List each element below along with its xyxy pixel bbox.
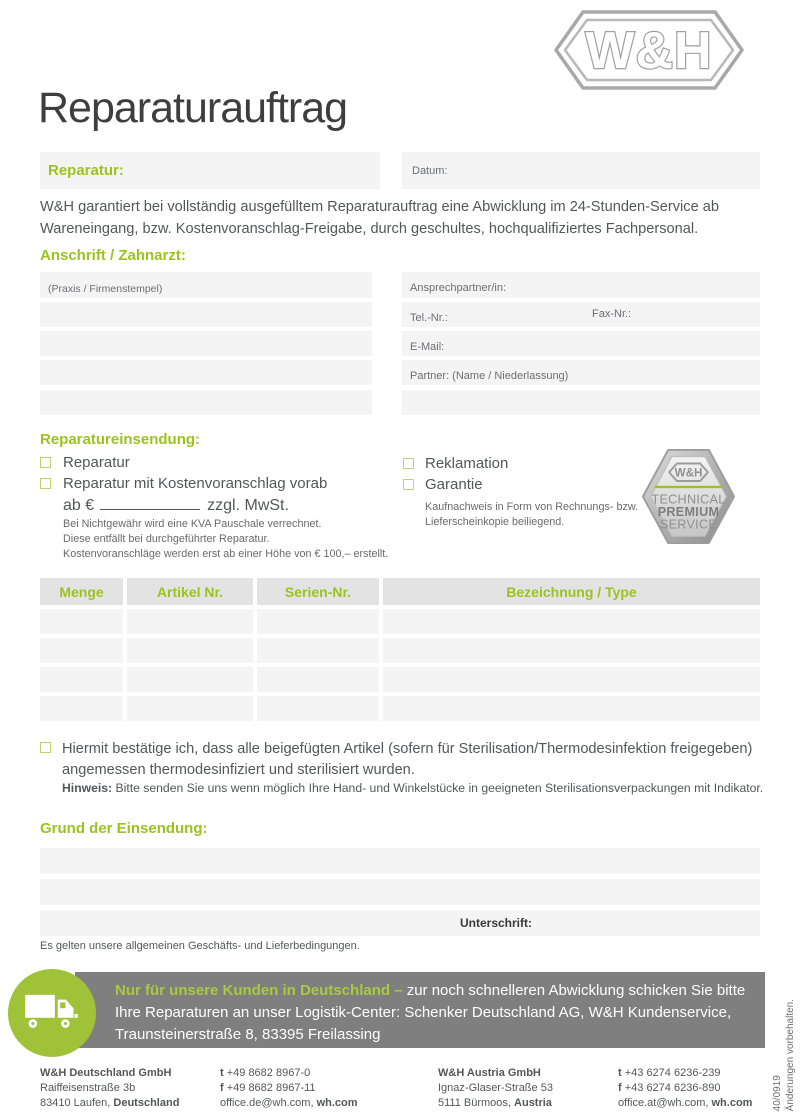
table-cell[interactable] — [40, 609, 123, 634]
address-heading: Anschrift / Zahnarzt: — [40, 247, 186, 264]
footer-de-fax: f +49 8682 8967-11 — [220, 1082, 316, 1095]
table-cell[interactable] — [383, 638, 760, 663]
garantie-option-label: Garantie — [425, 476, 483, 493]
table-header-artikel-nr: Artikel Nr. — [127, 578, 253, 605]
sterilisation-hint — [62, 781, 772, 795]
kva-note-3: Kostenvoranschläge werden erst ab einer Höhe von € 100,– erstellt. — [63, 548, 389, 560]
amount-input-line[interactable] — [100, 495, 200, 510]
table-cell[interactable] — [257, 696, 379, 721]
date-field[interactable] — [402, 152, 760, 189]
stamp-field-row-3[interactable] — [40, 331, 372, 356]
badge-line-technical: TECHNICAL — [651, 492, 726, 507]
table-cell[interactable] — [257, 638, 379, 663]
banner-highlight: Nur für unsere Kunden in Deutschland – — [115, 982, 407, 999]
banner-line-2: Ihre Reparaturen an unser Logistik-Center: Schenker Deutschland AG, W&H Kundenservice, — [115, 1004, 732, 1021]
intro-line-1: W&H garantiert bei vollständig ausgefülltem Reparaturauftrag eine Abwicklung im 24-Stunden-Service ab — [40, 199, 719, 215]
footer-de-contact — [220, 1066, 358, 1112]
table-cell[interactable] — [127, 696, 253, 721]
kva-option-label: Reparatur mit Kostenvoranschlag vorab — [63, 475, 328, 492]
partner-label: Partner: (Name / Niederlassung) — [410, 370, 569, 382]
footer-at-contact — [618, 1066, 752, 1112]
reason-field-row-1[interactable] — [40, 848, 760, 874]
signature-field-row[interactable] — [40, 910, 760, 936]
repair-checkbox[interactable] — [40, 457, 51, 468]
reason-heading: Grund der Einsendung: — [40, 820, 208, 837]
date-field-label: Datum: — [412, 165, 448, 177]
email-field[interactable] — [402, 331, 760, 356]
hint-text: Bitte senden Sie uns wenn möglich Ihre Hand- und Winkelstücke in geeigneten Sterilisationsverpackungen mit Indikator. — [112, 781, 764, 795]
table-cell[interactable] — [127, 609, 253, 634]
sterilisation-confirmation-text — [62, 739, 762, 780]
amount-prefix: ab € — [63, 497, 95, 514]
banner-line-3: Traunsteinerstraße 8, 83395 Freilassing — [115, 1026, 381, 1043]
repair-option-label: Reparatur — [63, 454, 130, 471]
stamp-field-row-1[interactable] — [40, 272, 372, 298]
sterilisation-checkbox[interactable] — [40, 742, 51, 753]
email-label: E-Mail: — [410, 341, 445, 353]
badge-line-service: SERVICE — [659, 517, 718, 532]
banner-line-1-rest: zur noch schnelleren Abwicklung schicken Sie bitte — [406, 982, 746, 999]
table-cell[interactable] — [40, 667, 123, 692]
reklamation-checkbox[interactable] — [403, 458, 414, 469]
stamp-field-row-4[interactable] — [40, 360, 372, 385]
footer-de-name: W&H Deutschland GmbH — [40, 1067, 172, 1079]
technical-premium-service-badge — [640, 447, 737, 546]
badge-green-line — [655, 486, 723, 488]
stamp-label: (Praxis / Firmenstempel) — [48, 283, 163, 295]
table-cell[interactable] — [127, 667, 253, 692]
reason-field-row-2[interactable] — [40, 879, 760, 905]
footer-at-address — [438, 1066, 553, 1112]
garantie-checkbox[interactable] — [403, 479, 414, 490]
banner-line-1 — [115, 980, 765, 1002]
stamp-field-row-5[interactable] — [40, 390, 372, 415]
repair-number-field[interactable] — [40, 152, 380, 189]
footer-de-address — [40, 1066, 179, 1112]
kva-note-2: Diese entfällt bei durchgeführter Reparatur. — [63, 533, 270, 545]
truck-badge-circle — [8, 969, 96, 1057]
terms-note: Es gelten unsere allgemeinen Geschäfts- und Lieferbedingungen. — [40, 940, 360, 952]
changes-reserved-note: Änderungen vorbehalten. — [785, 998, 796, 1111]
table-cell[interactable] — [40, 696, 123, 721]
tel-label: Tel.-Nr.: — [410, 312, 448, 324]
kva-note-1: Bei Nichtgewähr wird eine KVA Pauschale verrechnet. — [63, 518, 322, 530]
footer-de-phone: t +49 8682 8967-0 — [220, 1067, 311, 1079]
sending-heading: Reparatureinsendung: — [40, 431, 201, 448]
footer-de-email[interactable]: office.de@wh.com, wh.com — [220, 1097, 358, 1110]
kva-checkbox[interactable] — [40, 478, 51, 489]
footer-at-phone: t +43 6274 6236-239 — [618, 1067, 721, 1079]
side-vertical-note — [771, 999, 797, 1111]
items-table — [40, 578, 760, 721]
table-cell[interactable] — [383, 667, 760, 692]
contact-field-row-5[interactable] — [402, 390, 760, 415]
reklamation-option-label: Reklamation — [425, 455, 509, 472]
page-title: Reparaturauftrag — [38, 84, 348, 132]
kva-notes — [63, 517, 388, 562]
badge-icon — [640, 447, 737, 546]
garantie-note: Kaufnachweis in Form von Rechnungs- bzw. Lieferscheinkopie beiliegend. — [425, 501, 639, 528]
footer-at-fax: f +43 6274 6236-890 — [618, 1082, 721, 1095]
truck-icon — [23, 991, 81, 1035]
tel-fax-field[interactable] — [402, 302, 760, 327]
confirmation-line-1: Hiermit bestätige ich, dass alle beigefügten Artikel (sofern für Sterilisation/Thermodesinfektion freigegeben) — [62, 741, 753, 757]
table-cell[interactable] — [257, 609, 379, 634]
table-cell[interactable] — [383, 609, 760, 634]
footer-at-city: 5111 Bürmoos, Austria — [438, 1097, 552, 1110]
intro-line-2: Wareneingang, bzw. Kostenvoranschlag-Freigabe, durch geschultes, hochqualifiziertes Fachpersonal. — [40, 220, 699, 237]
footer-de-street: Raiffeisenstraße 3b — [40, 1082, 136, 1095]
form-code: 40/0919 — [772, 1074, 783, 1111]
contact-person-label: Ansprechpartner/in: — [410, 282, 506, 294]
table-cell[interactable] — [40, 638, 123, 663]
intro-paragraph — [40, 197, 760, 240]
wh-logo-icon — [552, 8, 746, 92]
contact-person-field[interactable] — [402, 272, 760, 298]
badge-wh-text: W&H — [674, 466, 703, 480]
wh-logo-text: W&H — [585, 22, 713, 80]
table-header-serien-nr: Serien-Nr. — [257, 578, 379, 605]
signature-label: Unterschrift: — [460, 916, 533, 930]
table-cell[interactable] — [127, 638, 253, 663]
stamp-field-row-2[interactable] — [40, 302, 372, 327]
table-header-bezeichnung: Bezeichnung / Type — [383, 578, 760, 605]
repair-field-label: Reparatur: — [48, 162, 124, 179]
badge-line-premium: PREMIUM — [657, 504, 720, 519]
confirmation-line-2: angemessen thermodesinfiziert und sterilisiert wurden. — [62, 761, 415, 778]
table-cell[interactable] — [383, 696, 760, 721]
amount-suffix: zzgl. MwSt. — [207, 497, 289, 514]
footer-at-email[interactable]: office.at@wh.com, wh.com — [618, 1097, 753, 1110]
footer-at-name: W&H Austria GmbH — [438, 1067, 541, 1079]
footer-de-city: 83410 Laufen, Deutschland — [40, 1097, 180, 1110]
fax-label: Fax-Nr.: — [592, 308, 632, 320]
table-header-menge: Menge — [40, 578, 123, 605]
footer-at-street: Ignaz-Glaser-Straße 53 — [438, 1082, 553, 1095]
partner-field[interactable] — [402, 360, 760, 385]
hint-label: Hinweis: — [62, 781, 113, 795]
table-cell[interactable] — [257, 667, 379, 692]
kva-amount-line — [63, 495, 289, 515]
germany-shipping-banner — [75, 972, 765, 1048]
wh-logo — [552, 8, 746, 92]
